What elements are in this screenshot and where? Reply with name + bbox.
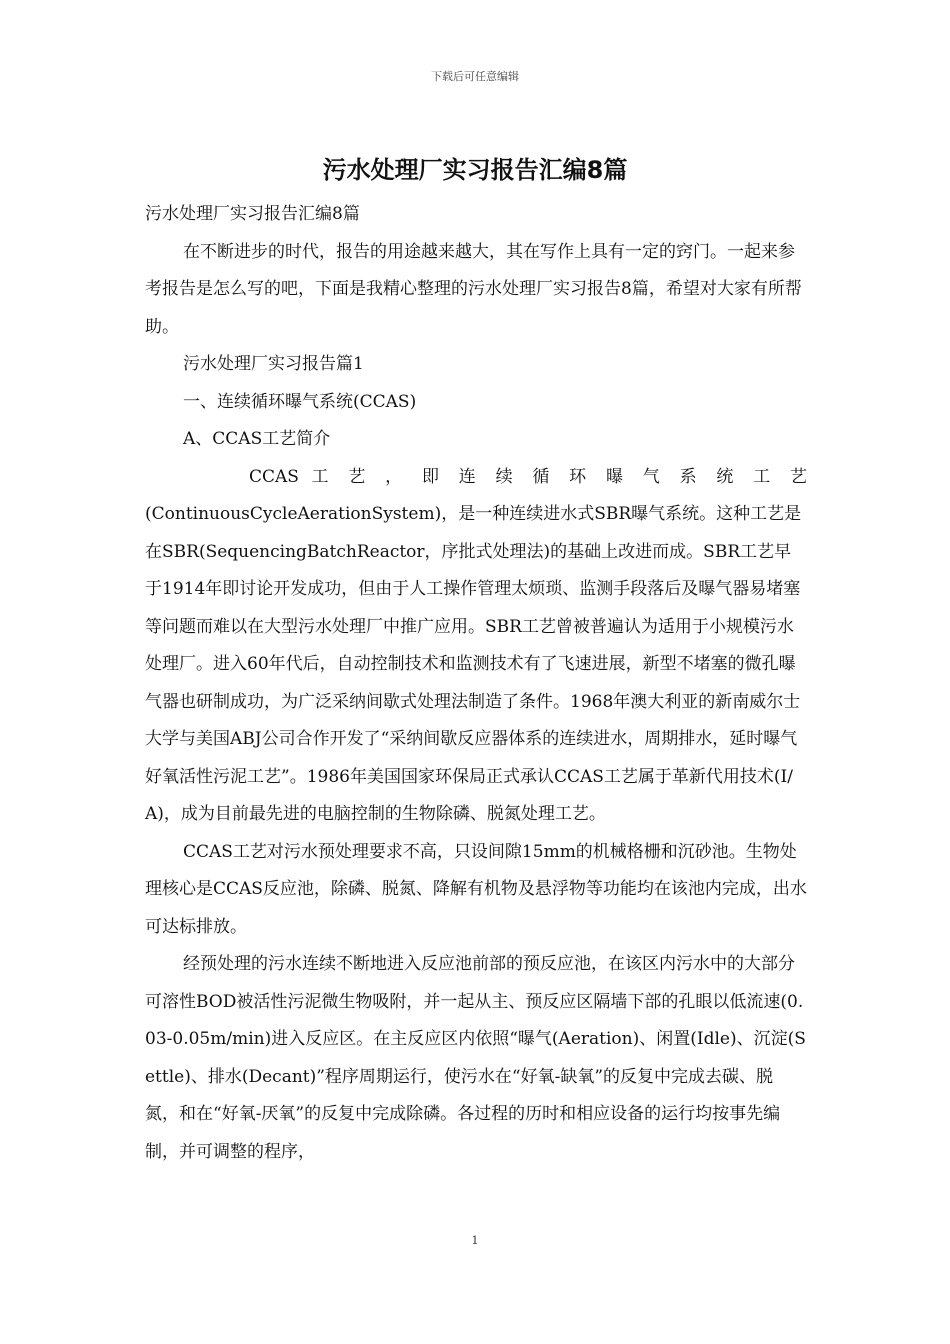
sub-heading: A、CCAS工艺简介 xyxy=(183,429,331,449)
paragraph-3: 经预处理的污水连续不断地进入反应池前部的预反应池，在该区内污水中的大部分可溶性BOD被活性污泥微生物吸附，并一起从主、预反应区隔墙下部的孔眼以低流速(0.03-0.05m/min)进入反应区。在主反应区内依照“曝气(Aeration)、闲置(Idle)、沉淀(Settle)、排水(Decant)”程序周期运行，使污水在“好氧-缺氧”的反复中完成去碳、脱氮，和在“好氧-厌氧”的反复中完成除磷。各过程的历时和相应设备的运行均按事先编制，并可调整的程序， xyxy=(145,954,806,1162)
intro-paragraph: 在不断进步的时代，报告的用途越来越大，其在写作上具有一定的窍门。一起来参考报告是怎么写的吧，下面是我精心整理的污水处理厂实习报告8篇，希望对大家有所帮助。 xyxy=(145,241,802,337)
document-title: 污水处理厂实习报告汇编8篇 xyxy=(322,156,628,184)
page-number: 1 xyxy=(471,1234,479,1247)
header-note: 下载后可任意编辑 xyxy=(431,70,519,83)
part-heading: 一、连续循环曝气系统(CCAS) xyxy=(183,391,417,412)
paragraph-2: CCAS工艺对污水预处理要求不高，只设间隙15mm的机械格栅和沉砂池。生物处理核心是CCAS反应池，除磷、脱氮、降解有机物及悬浮物等功能均在该池内完成，出水可达标排放。 xyxy=(145,841,807,937)
document-body xyxy=(145,196,807,1171)
document-subtitle: 污水处理厂实习报告汇编8篇 xyxy=(145,204,360,224)
section-heading: 污水处理厂实习报告篇1 xyxy=(183,354,364,374)
paragraph-1-first-line: CCAS 工 艺 ， 即 连 续 循 环 曝 气 系 统 工 艺 xyxy=(249,466,807,487)
paragraph-1: (ContinuousCycleAerationSystem)，是一种连续进水式SBR曝气系统。这种工艺是在SBR(SequencingBatchReactor，序批式处理法)的基础上改进而成。SBR工艺早于1914年即讨论开发成功，但由于人工操作管理太烦琐、监测手段落后及曝气器易堵塞等问题而难以在大型污水处理厂中推广应用。SBR工艺曾被普遍认为适用于小规模污水处理厂。进入60年代后，自动控制技术和监测技术有了飞速进展，新型不堵塞的微孔曝气器也研制成功，为广泛采纳间歇式处理法制造了条件。1968年澳大利亚的新南威尔士大学与美国ABJ公司合作开发了“采纳间歇反应器体系的连续进水，周期排水，延时曝气好氧活性污泥工艺”。1986年美国国家环保局正式承认CCAS工艺属于革新代用技术(I/A)，成为目前最先进的电脑控制的生物除磷、脱氮处理工艺。 xyxy=(145,504,802,824)
